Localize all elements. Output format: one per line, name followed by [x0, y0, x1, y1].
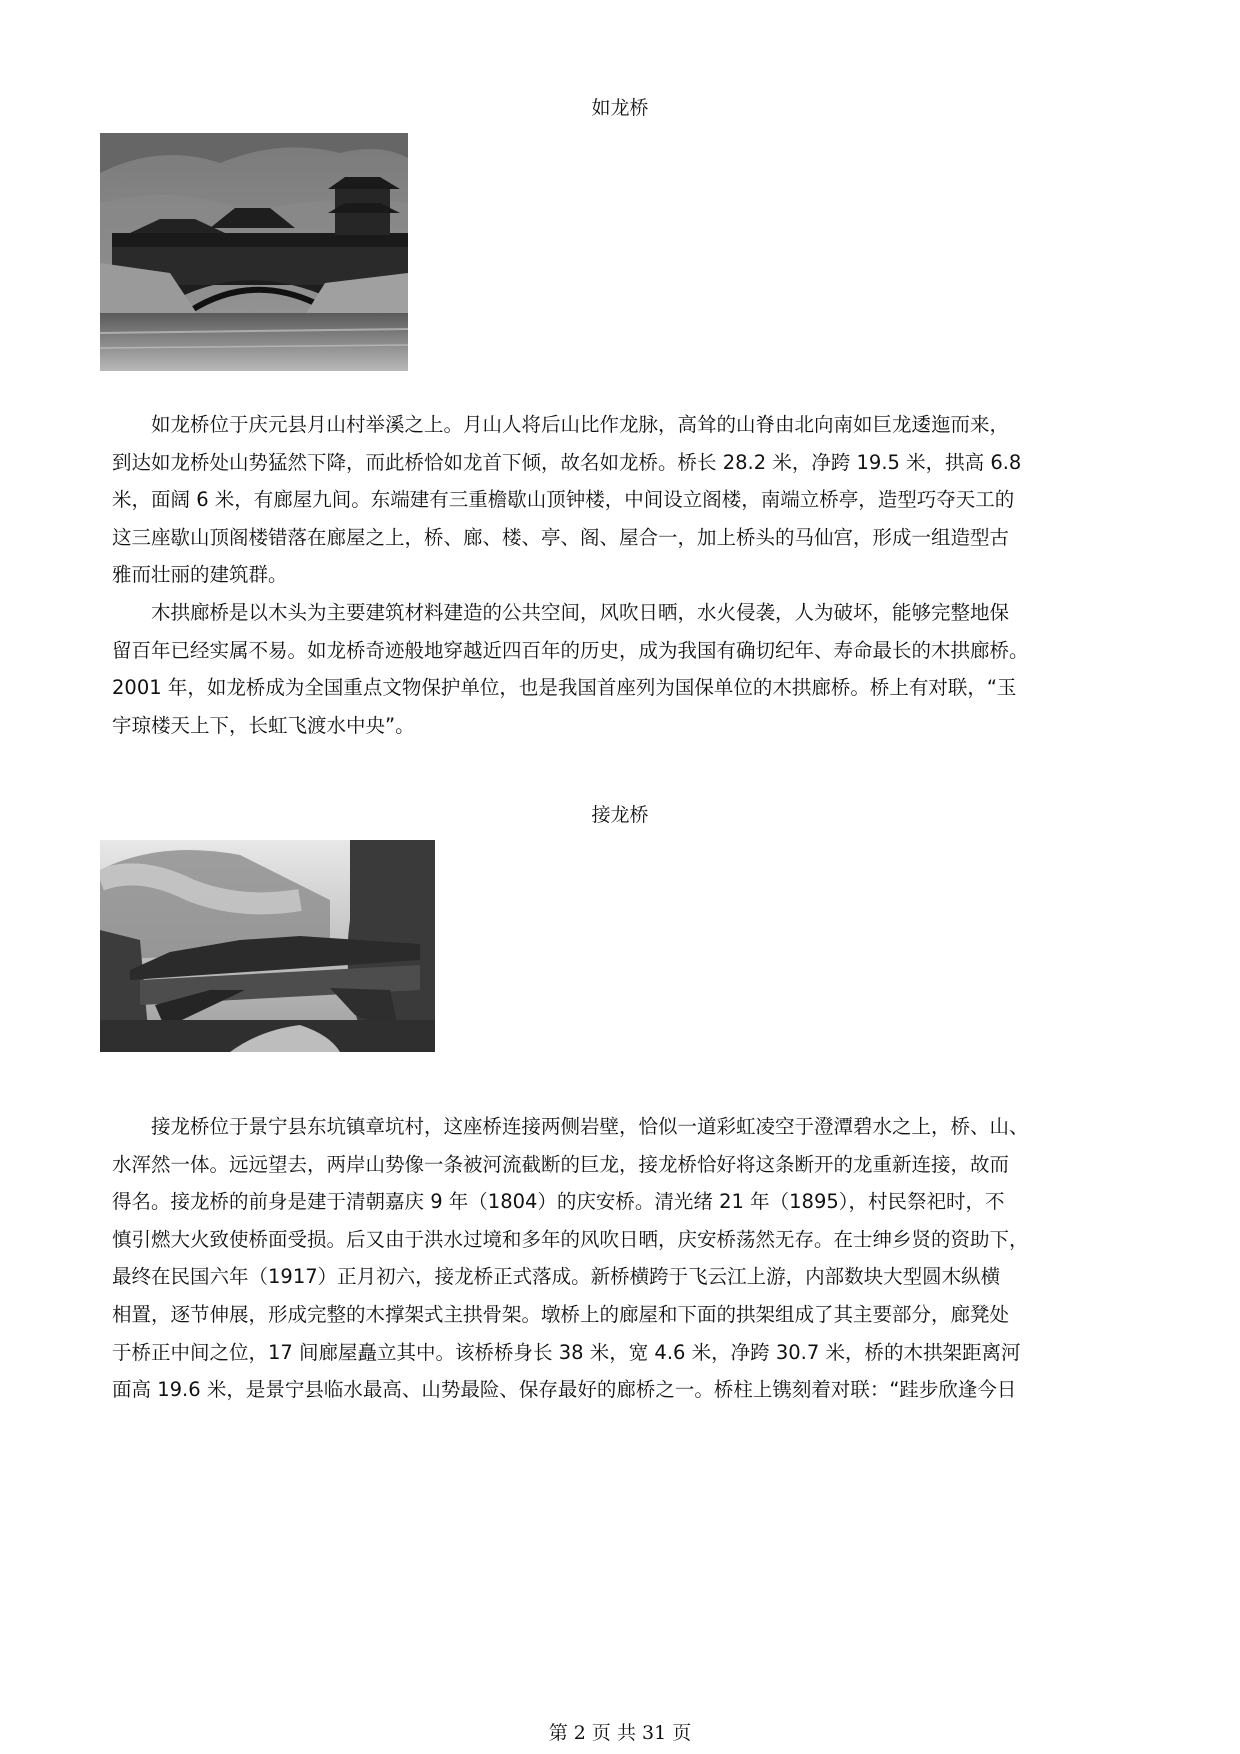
text-line: 这三座歇山顶阁楼错落在廊屋之上，桥、廊、楼、亭、阁、屋合一，加上桥头的马仙宫，形成一组造型古 [112, 525, 1010, 549]
paragraph-rulong-history [112, 594, 1130, 744]
paragraph-jielong-description [112, 1108, 1130, 1409]
text-line: 接龙桥位于景宁县东坑镇章坑村，这座桥连接两侧岩壁，恰似一道彩虹凌空于澄潭碧水之上，桥、山、 [112, 1115, 1029, 1138]
text-line: 于桥正中间之位，17 间廊屋矗立其中。该桥桥身长 38 米，宽 4.6 米，净跨 30.7 米，桥的木拱架距离河 [112, 1340, 1021, 1364]
text-line: 米，面阔 6 米，有廊屋九间。东端建有三重檐歇山顶钟楼，中间设立阁楼，南端立桥亭，造型巧夺天工的 [112, 488, 1015, 512]
section-title-jielong-bridge: 接龙桥 [591, 804, 649, 826]
text-line: 到达如龙桥处山势猛然下降，而此桥恰如龙首下倾，故名如龙桥。桥长 28.2 米，净跨 19.5 米，拱高 6.8 [112, 450, 1022, 474]
text-line: 如龙桥位于庆元县月山村举溪之上。月山人将后山比作龙脉，高耸的山脊由北向南如巨龙逶迤而来， [112, 413, 1010, 436]
text-line: 最终在民国六年（1917）正月初六，接龙桥正式落成。新桥横跨于飞云江上游，内部数块大型圆木纵横 [112, 1265, 1001, 1289]
text-line: 宇琼楼天上下，长虹飞渡水中央”。 [112, 713, 415, 737]
text-line: 留百年已经实属不易。如龙桥奇迹般地穿越近四百年的历史，成为我国有确切纪年、寿命最长的木拱廊桥。 [112, 638, 1029, 662]
text-line: 2001 年，如龙桥成为全国重点文物保护单位，也是我国首座列为国保单位的木拱廊桥。桥上有对联，“玉 [112, 676, 1017, 700]
text-line: 慎引燃大火致使桥面受损。后又由于洪水过境和多年的风吹日晒，庆安桥荡然无存。在士绅乡贤的资助下， [112, 1227, 1029, 1251]
text-line: 得名。接龙桥的前身是建于清朝嘉庆 9 年（1804）的庆安桥。清光绪 21 年（1895），村民祭祀时，不 [112, 1190, 1005, 1214]
text-line: 水浑然一体。远远望去，两岸山势像一条被河流截断的巨龙，接龙桥恰好将这条断开的龙重新连接，故而 [112, 1152, 1010, 1176]
bridge-photo-illustration [100, 133, 408, 371]
text-line: 面高 19.6 米，是景宁县临水最高、山势最险、保存最好的廊桥之一。桥柱上镌刻着对联：“跬步欣逢今日 [112, 1378, 1017, 1402]
text-line: 木拱廊桥是以木头为主要建筑材料建造的公共空间，风吹日晒，水火侵袭，人为破坏，能够完整地保 [112, 601, 1010, 624]
text-line: 相置，逐节伸展，形成完整的木撑架式主拱骨架。墩桥上的廊屋和下面的拱架组成了其主要部分，廊凳处 [112, 1302, 1010, 1326]
paragraph-rulong-intro [112, 406, 1130, 594]
bridge-photo-illustration [100, 840, 435, 1052]
photo-rulong-bridge [100, 133, 408, 371]
section-title-rulong-bridge: 如龙桥 [591, 97, 649, 119]
text-line: 雅而壮丽的建筑群。 [112, 563, 288, 587]
page-footer: 第 2 页 共 31 页 [548, 1722, 692, 1744]
photo-jielong-bridge [100, 840, 435, 1052]
